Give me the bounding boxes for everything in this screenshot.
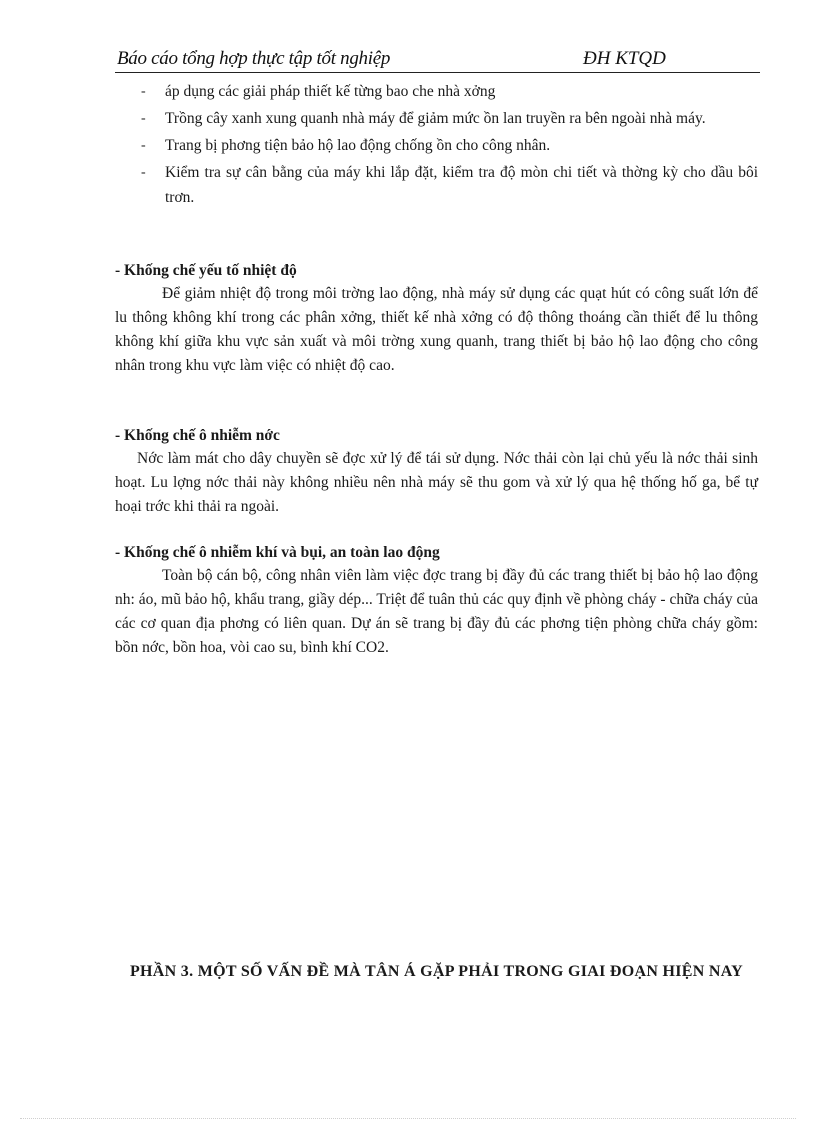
footer-divider bbox=[20, 1118, 796, 1119]
bullet-dash-icon: - bbox=[141, 111, 146, 126]
bullet-item bbox=[115, 79, 758, 104]
section-text-temperature: Để giảm nhiệt độ trong môi trờng lao động, nhà máy sử dụng các quạt hút có công suất lớn để lu thông không khí trong các phân xởng, thiết kế nhà xởng có độ thông thoáng cần thiết để lu thông không khí giữa khu vực sản xuất và môi trờng xung quanh, trang thiết bị bảo hộ lao động cho công nhân trong khu vực làm việc có nhiệt độ cao. bbox=[115, 285, 758, 374]
section-text-water: Nớc làm mát cho dây chuyền sẽ đợc xử lý để tái sử dụng. Nớc thải còn lại chủ yếu là nớc thải sinh hoạt. Lu lợng nớc thải này không nhiều nên nhà máy sẽ thu gom và xử lý qua hệ thống hố ga, bể tự hoại trớc khi thải ra ngoài. bbox=[115, 450, 758, 515]
bullet-text: áp dụng các giải pháp thiết kế từng bao che nhà xởng bbox=[165, 83, 496, 100]
bullet-dash-icon: - bbox=[141, 138, 146, 153]
bullet-text: Trồng cây xanh xung quanh nhà máy để giảm mức ồn lan truyền ra bên ngoài nhà máy. bbox=[165, 110, 706, 127]
section-heading-air-safety: - Khống chế ô nhiễm khí và bụi, an toàn lao động bbox=[115, 544, 440, 561]
section-text-air-safety: Toàn bộ cán bộ, công nhân viên làm việc đợc trang bị đầy đủ các trang thiết bị bảo hộ lao động nh: áo, mũ bảo hộ, khẩu trang, giầy dép... Triệt để tuân thủ các quy định về phòng cháy - chữa cháy của các cơ quan địa phơng có liên quan. Dự án sẽ trang bị đầy đủ các phơng tiện phòng chữa cháy gồm: bồn nớc, bồn hoa, vòi cao su, bình khí CO2. bbox=[115, 567, 758, 656]
header-report-title: Báo cáo tổng hợp thực tập tốt nghiệp bbox=[117, 48, 391, 69]
part-title: PHẦN 3. MỘT SỐ VẤN ĐỀ MÀ TÂN Á GẶP PHẢI TRONG GIAI ĐOẠN HIỆN NAY bbox=[129, 963, 744, 980]
section-heading-temperature: - Khống chế yếu tố nhiệt độ bbox=[115, 262, 297, 279]
bullet-dash-icon: - bbox=[141, 165, 146, 180]
bullet-item bbox=[115, 160, 758, 210]
bullet-dash-icon: - bbox=[141, 84, 146, 99]
bullet-text: Trang bị phơng tiện bảo hộ lao động chống ồn cho công nhân. bbox=[165, 137, 551, 154]
header-university: ĐH KTQD bbox=[583, 48, 666, 69]
bullet-item bbox=[115, 133, 758, 158]
bullet-text: Kiểm tra sự cân bằng của máy khi lắp đặt, kiểm tra độ mòn chi tiết và thờng kỳ cho dầu bôi trơn. bbox=[165, 164, 758, 206]
page-header bbox=[115, 48, 760, 73]
bullet-list bbox=[115, 79, 758, 212]
bullet-item bbox=[115, 106, 758, 131]
section-heading-water: - Khống chế ô nhiễm nớc bbox=[115, 427, 280, 444]
